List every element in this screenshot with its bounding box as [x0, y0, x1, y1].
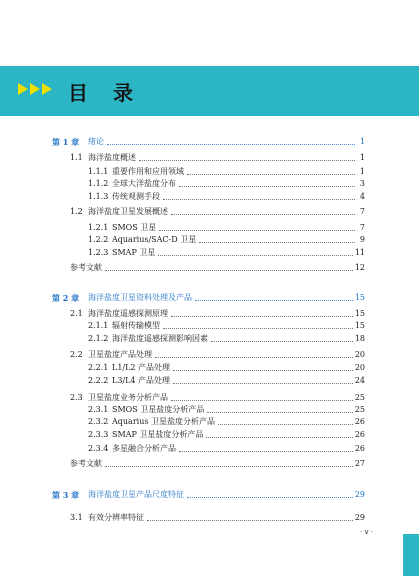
- dot-leader: [105, 269, 353, 271]
- toc-entry-page: 29: [354, 490, 365, 499]
- toc-entry-page: 1: [359, 153, 365, 162]
- toc-entry-number: 2.3.2: [88, 417, 109, 426]
- dot-leader: [139, 159, 355, 161]
- toc-entry[interactable]: [70, 457, 365, 469]
- toc-entry[interactable]: [88, 233, 365, 245]
- toc-entry[interactable]: [88, 221, 365, 233]
- dot-leader: [173, 369, 353, 371]
- toc-entry[interactable]: [70, 151, 365, 163]
- toc-entry[interactable]: [52, 291, 365, 303]
- toc-entry-number: 2.2.2: [88, 376, 109, 385]
- toc-entry[interactable]: [70, 307, 365, 319]
- toc-entry-page: 26: [354, 417, 365, 426]
- toc-entry[interactable]: [88, 177, 365, 189]
- toc-entry-title: 卫星盐度产品处理: [88, 350, 152, 359]
- toc-entry-page: 1: [359, 167, 365, 176]
- toc-entry-page: 12: [354, 263, 365, 272]
- toc-entry-number: 第 3 章: [52, 490, 80, 500]
- toc-entry[interactable]: [88, 332, 365, 344]
- toc-entry-title: SMOS 卫星盐度分析产品: [112, 405, 205, 414]
- toc-entry-title: SMAP 卫星盐度分析产品: [112, 430, 204, 439]
- toc-entry-number: 1.1.1: [88, 167, 109, 176]
- dot-leader: [211, 340, 353, 342]
- toc-entry-title: 绪论: [88, 137, 104, 146]
- toc-entry[interactable]: [88, 165, 365, 177]
- toc-entry-title: L3/L4 产品处理: [112, 376, 171, 385]
- toc-entry-title: Aquarius/SAC-D 卫星: [112, 235, 197, 244]
- toc-entry-title: 辐射传输模型: [112, 321, 160, 330]
- toc-entry-page: 11: [354, 248, 365, 257]
- toc-entry-page: 18: [354, 334, 365, 343]
- page-number: · v ·: [360, 528, 374, 536]
- toc-entry-number: 2.3.3: [88, 430, 109, 439]
- toc-entry-title: 海洋盐度卫星产品尺度特征: [88, 490, 184, 499]
- toc-entry-page: 26: [354, 444, 365, 453]
- toc-entry-title: 海洋盐度概述: [88, 153, 136, 162]
- dot-leader: [218, 423, 353, 425]
- dot-leader: [187, 173, 355, 175]
- toc-entry-title: 卫星盐度业务分析产品: [88, 393, 168, 402]
- toc-entry-number: 1.2: [70, 207, 83, 216]
- toc-entry-number: 2.3.1: [88, 405, 109, 414]
- toc-entry-page: 9: [359, 235, 365, 244]
- toc-entry[interactable]: [88, 190, 365, 202]
- toc-entry-number: 3.1: [70, 513, 83, 522]
- toc-entry-page: 20: [354, 363, 365, 372]
- dot-leader: [199, 241, 355, 243]
- toc-entry-page: 7: [359, 207, 365, 216]
- toc-entry[interactable]: [88, 415, 365, 427]
- dot-leader: [155, 356, 353, 358]
- toc-entry-title: 多星融合分析产品: [112, 444, 176, 453]
- dot-leader: [173, 382, 353, 384]
- toc-entry[interactable]: [88, 374, 365, 386]
- toc-entry-title: SMAP 卫星: [112, 248, 156, 257]
- toc-entry-page: 1: [359, 137, 365, 146]
- dot-leader: [179, 450, 353, 452]
- toc-entry-number: 2.2: [70, 350, 83, 359]
- toc-entry-title: 海洋盐度卫星资料处理及产品: [88, 293, 192, 302]
- toc-entry-number: 1.2.3: [88, 248, 109, 257]
- toc-entry-title: 全球大洋盐度分布: [112, 179, 176, 188]
- toc-entry-number: 2.2.1: [88, 363, 109, 372]
- toc-entry[interactable]: [70, 205, 365, 217]
- dot-leader: [163, 327, 353, 329]
- toc-entry-number: 2.3.4: [88, 444, 109, 453]
- dot-leader: [147, 519, 353, 521]
- triple-arrow-icon: [18, 83, 52, 95]
- toc-entry-number: 1.2.1: [88, 223, 109, 232]
- toc-entry-number: 1.1.2: [88, 179, 109, 188]
- toc-entry-title: 参考文献: [70, 263, 102, 272]
- toc-entry-title: 重要作用和应用领域: [112, 167, 184, 176]
- toc-entry-number: 2.3: [70, 393, 83, 402]
- toc-entry-page: 25: [354, 405, 365, 414]
- toc-entry-number: 1.1: [70, 153, 83, 162]
- toc-entry-page: 3: [359, 179, 365, 188]
- dot-leader: [171, 213, 355, 215]
- toc-entry-number: 1.2.2: [88, 235, 109, 244]
- toc-entry[interactable]: [70, 511, 365, 523]
- dot-leader: [171, 399, 353, 401]
- toc-entry-page: 29: [354, 513, 365, 522]
- toc-entry[interactable]: [52, 488, 365, 500]
- toc-entry-title: 有效分辨率特征: [88, 513, 144, 522]
- toc-entry-title: 参考文献: [70, 459, 102, 468]
- toc-entry-number: 2.1.1: [88, 321, 109, 330]
- toc-entry-page: 25: [354, 393, 365, 402]
- dot-leader: [207, 411, 353, 413]
- toc-entry-number: 2.1.2: [88, 334, 109, 343]
- toc-entry-title: SMOS 卫星: [112, 223, 157, 232]
- title-banner: [0, 66, 419, 116]
- page-edge-tab: [403, 534, 419, 576]
- dot-leader: [163, 198, 355, 200]
- toc-entry-page: 15: [354, 293, 365, 302]
- dot-leader: [187, 496, 353, 498]
- dot-leader: [171, 315, 353, 317]
- toc-entry[interactable]: [88, 428, 365, 440]
- toc-entry-page: 4: [359, 192, 365, 201]
- toc-entry[interactable]: [52, 135, 365, 147]
- dot-leader: [179, 185, 355, 187]
- toc-entry-page: 27: [354, 459, 365, 468]
- toc-entry-title: L1/L2 产品处理: [112, 363, 171, 372]
- toc-entry[interactable]: [88, 319, 365, 331]
- toc-entry-title: 海洋盐度遥感探测影响因素: [112, 334, 208, 343]
- toc-entry-page: 7: [359, 223, 365, 232]
- toc-entry-title: Aquarius 卫星盐度分析产品: [112, 417, 216, 426]
- toc-entry-page: 26: [354, 430, 365, 439]
- dot-leader: [107, 143, 355, 145]
- toc-entry-title: 传统观测手段: [112, 192, 160, 201]
- toc-entry[interactable]: [70, 348, 365, 360]
- dot-leader: [105, 465, 353, 467]
- dot-leader: [195, 299, 353, 301]
- toc-entry[interactable]: [88, 403, 365, 415]
- toc-entry-number: 2.1: [70, 309, 83, 318]
- toc-entry[interactable]: [70, 391, 365, 403]
- toc-entry[interactable]: [88, 246, 365, 258]
- toc-entry[interactable]: [88, 361, 365, 373]
- page-title: 目 录: [68, 81, 142, 105]
- dot-leader: [158, 254, 352, 256]
- dot-leader: [206, 436, 352, 438]
- toc-entry[interactable]: [70, 261, 365, 273]
- toc-entry-number: 第 1 章: [52, 137, 80, 147]
- toc-entry-number: 第 2 章: [52, 293, 80, 303]
- toc-entry-title: 海洋盐度卫星发展概述: [88, 207, 168, 216]
- toc-entry-page: 24: [354, 376, 365, 385]
- toc-entry[interactable]: [88, 442, 365, 454]
- dot-leader: [159, 229, 355, 231]
- toc-entry-page: 20: [354, 350, 365, 359]
- toc-entry-page: 15: [354, 321, 365, 330]
- toc-entry-title: 海洋盐度遥感探测原理: [88, 309, 168, 318]
- toc-entry-number: 1.1.3: [88, 192, 109, 201]
- toc-entry-page: 15: [354, 309, 365, 318]
